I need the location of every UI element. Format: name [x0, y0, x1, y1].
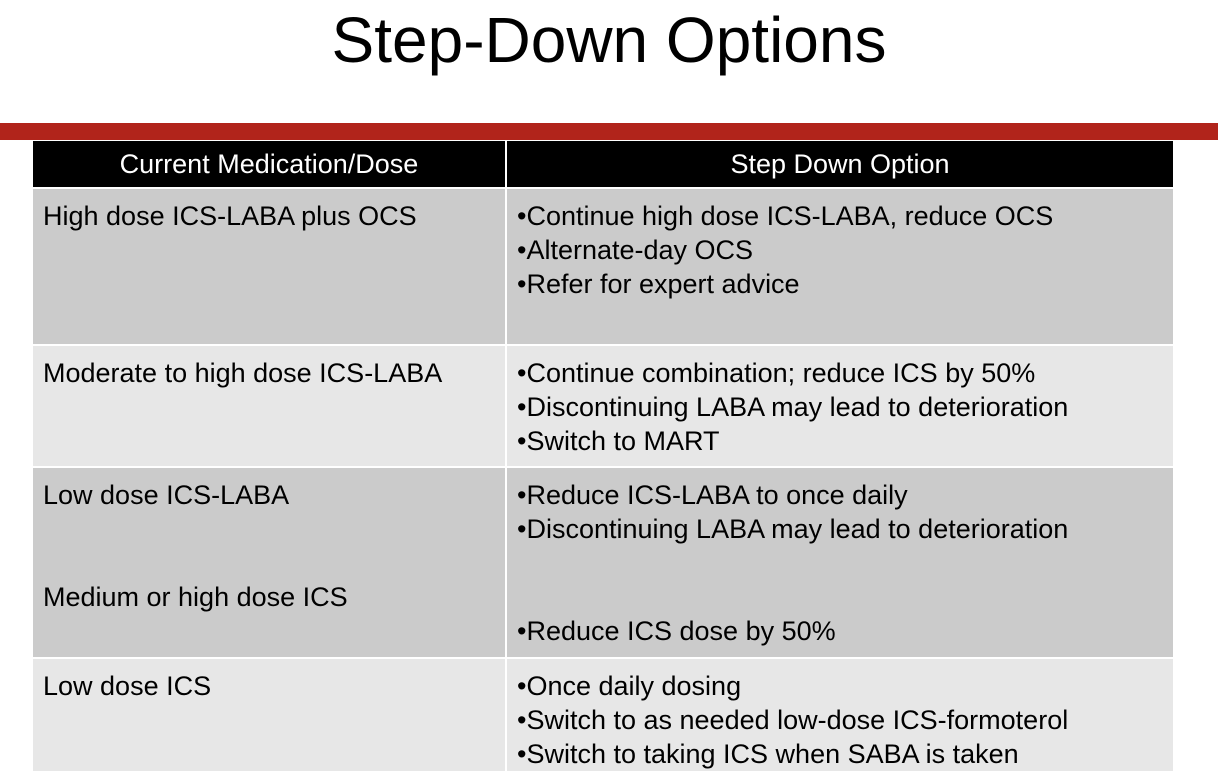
- header-current-medication: Current Medication/Dose: [33, 141, 506, 188]
- option-item: •Switch to as needed low-dose ICS-formoterol: [517, 705, 1069, 735]
- options-cell: [506, 345, 1173, 467]
- options-cell: [506, 658, 1173, 772]
- option-item: •Continue high dose ICS-LABA, reduce OCS: [517, 201, 1054, 231]
- option-item: •Switch to MART: [517, 426, 720, 456]
- option-item: •Discontinuing LABA may lead to deterioration: [517, 392, 1069, 422]
- options-cell: [506, 467, 1173, 658]
- accent-bar: [0, 123, 1218, 140]
- option-item: •Refer for expert advice: [517, 269, 800, 299]
- medication-text: Low dose ICS-LABA: [43, 480, 290, 510]
- medication-text: Moderate to high dose ICS-LABA: [43, 358, 443, 388]
- slide-title: Step-Down Options: [331, 4, 887, 76]
- option-item: •Reduce ICS dose by 50%: [517, 616, 836, 646]
- header-step-down-option: Step Down Option: [506, 141, 1173, 188]
- option-item: •Switch to taking ICS when SABA is taken: [517, 739, 1019, 769]
- options-cell: [506, 188, 1173, 345]
- option-item: •Alternate-day OCS: [517, 235, 754, 265]
- medication-cell: [33, 467, 506, 658]
- medication-text: Medium or high dose ICS: [43, 582, 348, 612]
- table-row: [33, 658, 1173, 772]
- option-item: •Discontinuing LABA may lead to deterioration: [517, 514, 1069, 544]
- table-header-row: [33, 141, 1173, 188]
- medication-cell: [33, 188, 506, 345]
- table-row: [33, 467, 1173, 658]
- medication-cell: [33, 345, 506, 467]
- option-item: •Continue combination; reduce ICS by 50%: [517, 358, 1036, 388]
- medication-text: Low dose ICS: [43, 671, 212, 701]
- option-item: •Once daily dosing: [517, 671, 742, 701]
- option-item: •Reduce ICS-LABA to once daily: [517, 480, 908, 510]
- medication-cell: [33, 658, 506, 772]
- table-row: [33, 188, 1173, 345]
- step-down-table: [33, 141, 1173, 773]
- medication-text: High dose ICS-LABA plus OCS: [43, 201, 417, 231]
- table-row: [33, 345, 1173, 467]
